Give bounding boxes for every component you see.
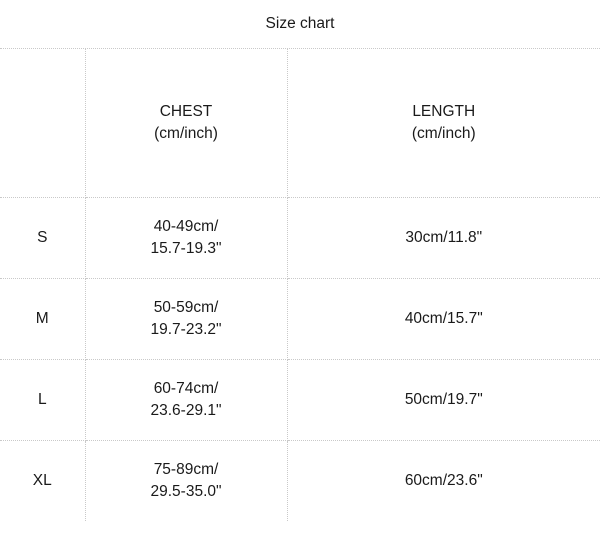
cell-chest-inch: 19.7-23.2" [150,321,222,338]
header-length-label: LENGTH [412,103,476,120]
table-row [0,360,600,441]
table-row [0,198,600,279]
cell-chest [85,279,287,360]
cell-chest-cm: 40-49cm/ [153,217,219,235]
header-length-unit: (cm/inch) [411,125,476,142]
cell-chest-inch: 23.6-29.1" [150,402,222,419]
cell-length: 30cm/11.8" [287,198,600,279]
cell-size: M [0,279,85,360]
cell-size: L [0,360,85,441]
cell-length: 50cm/19.7" [287,360,600,441]
cell-chest-cm: 60-74cm/ [153,379,219,397]
header-length [287,49,600,198]
cell-length: 60cm/23.6" [287,441,600,522]
table-row [0,441,600,522]
cell-size: S [0,198,85,279]
cell-chest [85,198,287,279]
header-chest [85,49,287,198]
header-chest-unit: (cm/inch) [154,125,218,142]
cell-chest [85,441,287,522]
header-size-blank [0,49,85,198]
cell-chest [85,360,287,441]
table-row [0,279,600,360]
cell-size: XL [0,441,85,522]
cell-chest-inch: 29.5-35.0" [150,483,222,500]
title-row [0,0,600,49]
table-header-row [0,49,600,198]
header-chest-label: CHEST [159,103,213,120]
page-title: Size chart [0,0,600,49]
cell-chest-cm: 75-89cm/ [153,460,219,478]
cell-chest-inch: 15.7-19.3" [150,240,222,257]
cell-chest-cm: 50-59cm/ [153,298,219,316]
cell-length: 40cm/15.7" [287,279,600,360]
